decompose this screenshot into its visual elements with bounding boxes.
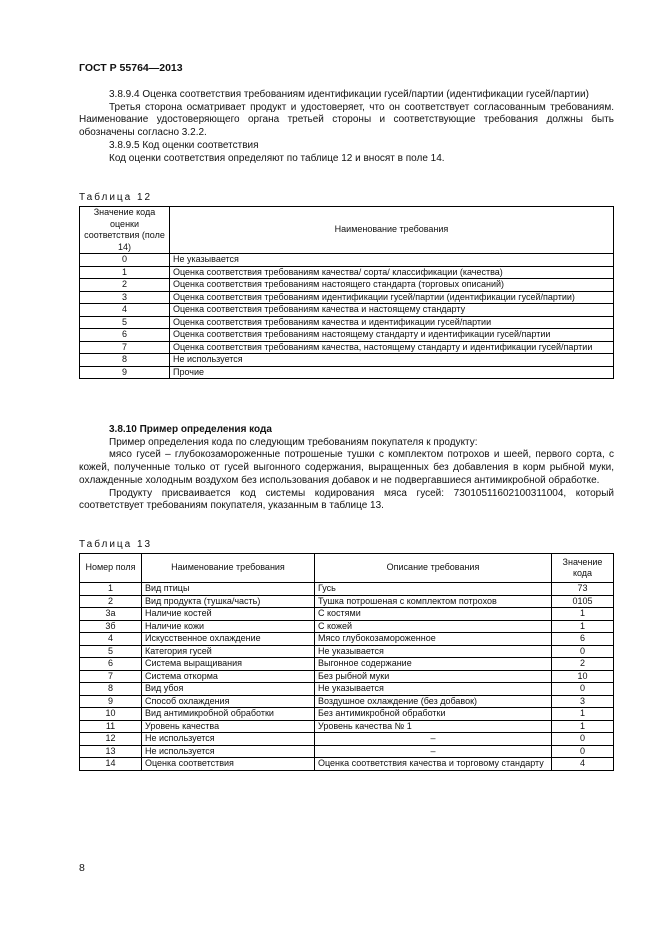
table-row [80, 670, 614, 683]
table-cell: 1 [552, 720, 614, 733]
table-cell: Оценка соответствия качества и торговому стандарту [315, 758, 552, 771]
table-cell: – [315, 733, 552, 746]
table-row [80, 304, 614, 317]
table-header-cell: Наименование требования [170, 207, 614, 254]
table-cell: Оценка соответствия [142, 758, 315, 771]
paragraph: Продукту присваивается код системы кодирования мяса гусей: 73010511602100311004, который соответствует требованиям покупателя, указанным в таблице 13. [79, 487, 614, 512]
table-cell: 4 [80, 633, 142, 646]
table-cell: 6 [80, 658, 142, 671]
table-row [80, 341, 614, 354]
table-header-cell: Значение кода [552, 554, 614, 583]
paragraph: мясо гусей – глубокозамороженные потрошеные тушки с комплектом потрохов и шеей, первого сорта, с кожей, полученные только от гусей выгонного содержания, выращенных без добавления в корм рыбной муки, охлажденные холодным воздухом без использования добавок и не подвергавшиеся антимикробной обработке. [79, 449, 614, 486]
table-cell: Мясо глубокозамороженное [315, 633, 552, 646]
table-row [80, 695, 614, 708]
table-cell: 1 [80, 266, 170, 279]
table-cell: Не используется [142, 745, 315, 758]
table-header-cell: Описание требования [315, 554, 552, 583]
table-cell: 14 [80, 758, 142, 771]
table-cell: С костями [315, 608, 552, 621]
table-cell: Выгонное содержание [315, 658, 552, 671]
table-cell: Оценка соответствия требованиям качества, настоящему стандарту и идентификации гусей/партии [170, 341, 614, 354]
table-row [80, 329, 614, 342]
page-number: 8 [79, 862, 85, 874]
table-cell: 2 [80, 279, 170, 292]
table-cell: 5 [80, 645, 142, 658]
table-row [80, 316, 614, 329]
table-cell: Не указывается [315, 683, 552, 696]
table-cell: 3б [80, 620, 142, 633]
table-cell: 7 [80, 341, 170, 354]
table-cell: 7 [80, 670, 142, 683]
table-row [80, 708, 614, 721]
table-cell: 10 [552, 670, 614, 683]
table-cell: Без рыбной муки [315, 670, 552, 683]
table-cell: 0 [80, 254, 170, 267]
table-row [80, 620, 614, 633]
table-12 [79, 206, 614, 379]
table-cell: 5 [80, 316, 170, 329]
table-header-cell: Значение кода оценки соответствия (поле 14) [80, 207, 170, 254]
table-13 [79, 553, 614, 771]
table-cell: Вид антимикробной обработки [142, 708, 315, 721]
document-header: ГОСТ Р 55764—2013 [79, 62, 183, 74]
paragraph: Код оценки соответствия определяют по таблице 12 и вносят в поле 14. [109, 152, 445, 164]
table-cell: Тушка потрошеная с комплектом потрохов [315, 595, 552, 608]
table-row [80, 254, 614, 267]
table-cell: Оценка соответствия требованиям настоящему стандарту и идентификации гусей/партии [170, 329, 614, 342]
table-row [80, 291, 614, 304]
table-cell: 1 [80, 583, 142, 596]
table-cell: Оценка соответствия требованиям качества/ сорта/ классификации (качества) [170, 266, 614, 279]
table-cell: 3 [80, 291, 170, 304]
section-title: 3.8.10 Пример определения кода [109, 424, 272, 435]
table-cell: Система откорма [142, 670, 315, 683]
table-row [80, 720, 614, 733]
table-cell: 4 [80, 304, 170, 317]
table-cell: 9 [80, 366, 170, 379]
table-cell: Уровень качества [142, 720, 315, 733]
table-cell: Прочие [170, 366, 614, 379]
table-cell: Оценка соответствия требованиям качества и идентификации гусей/партии [170, 316, 614, 329]
table-cell: Не указывается [170, 254, 614, 267]
table-cell: Воздушное охлаждение (без добавок) [315, 695, 552, 708]
table-cell: 12 [80, 733, 142, 746]
table-row [80, 595, 614, 608]
table-cell: Оценка соответствия требованиям настоящего стандарта (торговых описаний) [170, 279, 614, 292]
table-cell: Вид продукта (тушка/часть) [142, 595, 315, 608]
table-cell: 0 [552, 645, 614, 658]
table-cell: Способ охлаждения [142, 695, 315, 708]
table-cell: 3 [552, 695, 614, 708]
table-cell: 13 [80, 745, 142, 758]
table-row [80, 354, 614, 367]
table-cell: Уровень качества № 1 [315, 720, 552, 733]
table-cell: 2 [80, 595, 142, 608]
table-row [80, 583, 614, 596]
table-row [80, 633, 614, 646]
table-cell: Не используется [170, 354, 614, 367]
table-cell: 11 [80, 720, 142, 733]
table-row [80, 745, 614, 758]
table-cell: 1 [552, 708, 614, 721]
table-cell: 8 [80, 683, 142, 696]
table-cell: Наличие костей [142, 608, 315, 621]
table-cell: Гусь [315, 583, 552, 596]
table-cell: Не используется [142, 733, 315, 746]
table-cell: 10 [80, 708, 142, 721]
table-cell: Система выращивания [142, 658, 315, 671]
table-cell: С кожей [315, 620, 552, 633]
paragraph: 3.8.9.4 Оценка соответствия требованиям идентификации гусей/партии (идентификации гусей/партии) [109, 89, 589, 100]
table-cell: 2 [552, 658, 614, 671]
table-cell: 6 [552, 633, 614, 646]
table-header-cell: Наименование требования [142, 554, 315, 583]
table-cell: 0 [552, 733, 614, 746]
table-cell: 8 [80, 354, 170, 367]
table-row [80, 758, 614, 771]
table-cell: 1 [552, 620, 614, 633]
example-section [79, 424, 614, 513]
table-cell: 1 [552, 608, 614, 621]
table-row [80, 266, 614, 279]
table-cell: Категория гусей [142, 645, 315, 658]
table-cell: Наличие кожи [142, 620, 315, 633]
table-cell: Искусственное охлаждение [142, 633, 315, 646]
table13-caption: Таблица 13 [79, 539, 153, 550]
table-cell: Оценка соответствия требованиям идентификации гусей/партии (идентификации гусей/партии) [170, 291, 614, 304]
table-cell: 73 [552, 583, 614, 596]
table-cell: 0 [552, 745, 614, 758]
table-cell: 0105 [552, 595, 614, 608]
table-cell: Без антимикробной обработки [315, 708, 552, 721]
table-cell: 6 [80, 329, 170, 342]
table-row [80, 608, 614, 621]
table-cell: – [315, 745, 552, 758]
table-cell: 0 [552, 683, 614, 696]
table-row [80, 366, 614, 379]
table-cell: Не указывается [315, 645, 552, 658]
table-cell: 9 [80, 695, 142, 708]
table-cell: 3а [80, 608, 142, 621]
intro-text [79, 89, 614, 165]
table-row [80, 279, 614, 292]
paragraph: 3.8.9.5 Код оценки соответствия [109, 139, 259, 151]
paragraph: Пример определения кода по следующим требованиям покупателя к продукту: [109, 436, 478, 448]
table-cell: Вид птицы [142, 583, 315, 596]
table-row [80, 683, 614, 696]
paragraph: Третья сторона осматривает продукт и удостоверяет, что он соответствует согласованным требованиям. Наименование удостоверяющего органа третьей стороны и соответствующие требования должны быть обозначены согласно 3.2.2. [79, 101, 614, 139]
table12-caption: Таблица 12 [79, 192, 153, 203]
table-cell: 4 [552, 758, 614, 771]
table-header-cell: Номер поля [80, 554, 142, 583]
table-row [80, 733, 614, 746]
table-cell: Вид убоя [142, 683, 315, 696]
table-cell: Оценка соответствия требованиям качества и настоящему стандарту [170, 304, 614, 317]
table-row [80, 658, 614, 671]
table-row [80, 645, 614, 658]
